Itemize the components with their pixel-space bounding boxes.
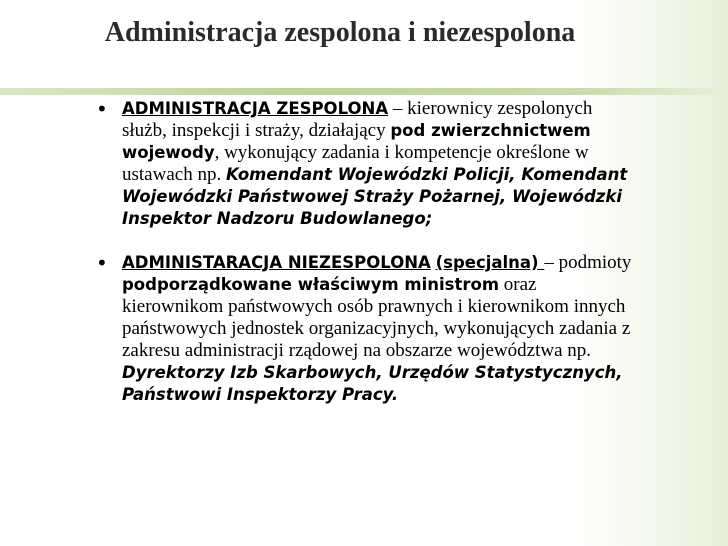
examples-text: Dyrektorzy Izb Skarbowych, Urzędów Statystycznych, Państwowi Inspektorzy Pracy. bbox=[122, 363, 623, 404]
item-text: oraz kierownikom państwowych osób prawnych i kierownikom innych państwowych jednostek organizacyjnych, wykonujących zadania z zakresu administracji rządowej na obszarze województwa np. bbox=[122, 274, 631, 361]
title-divider bbox=[0, 88, 728, 95]
item-text: , wykonujący zadania i kompetencje określone w ustawach np. bbox=[122, 142, 589, 185]
bullet-icon: • bbox=[96, 97, 108, 121]
examples-text: Komendant Wojewódzki Policji, Komendant Wojewódzki Państwowej Straży Pożarnej, Wojewódzki Inspektor Nadzoru Budowlanego; bbox=[122, 165, 628, 228]
item-text: – podmioty bbox=[544, 252, 632, 273]
bullet-icon: • bbox=[96, 251, 108, 275]
list-item-zespolona bbox=[96, 98, 636, 230]
emphasis-text: pod zwierzchnictwem wojewody bbox=[122, 121, 591, 162]
term-niezespolona: ADMINISTARACJA NIEZESPOLONA bbox=[122, 253, 431, 272]
emphasis-text: podporządkowane właściwym ministrom bbox=[122, 275, 500, 294]
item-text: – kierownicy zespolonych służb, inspekcji i straży, działający bbox=[122, 98, 593, 141]
list-item-niezespolona bbox=[96, 252, 636, 406]
term-qualifier: (specjalna) bbox=[435, 253, 545, 272]
bullet-list bbox=[96, 98, 636, 406]
slide-title: Administracja zespolona i niezespolona bbox=[104, 17, 576, 48]
term-zespolona: ADMINISTRACJA ZESPOLONA bbox=[122, 99, 389, 118]
